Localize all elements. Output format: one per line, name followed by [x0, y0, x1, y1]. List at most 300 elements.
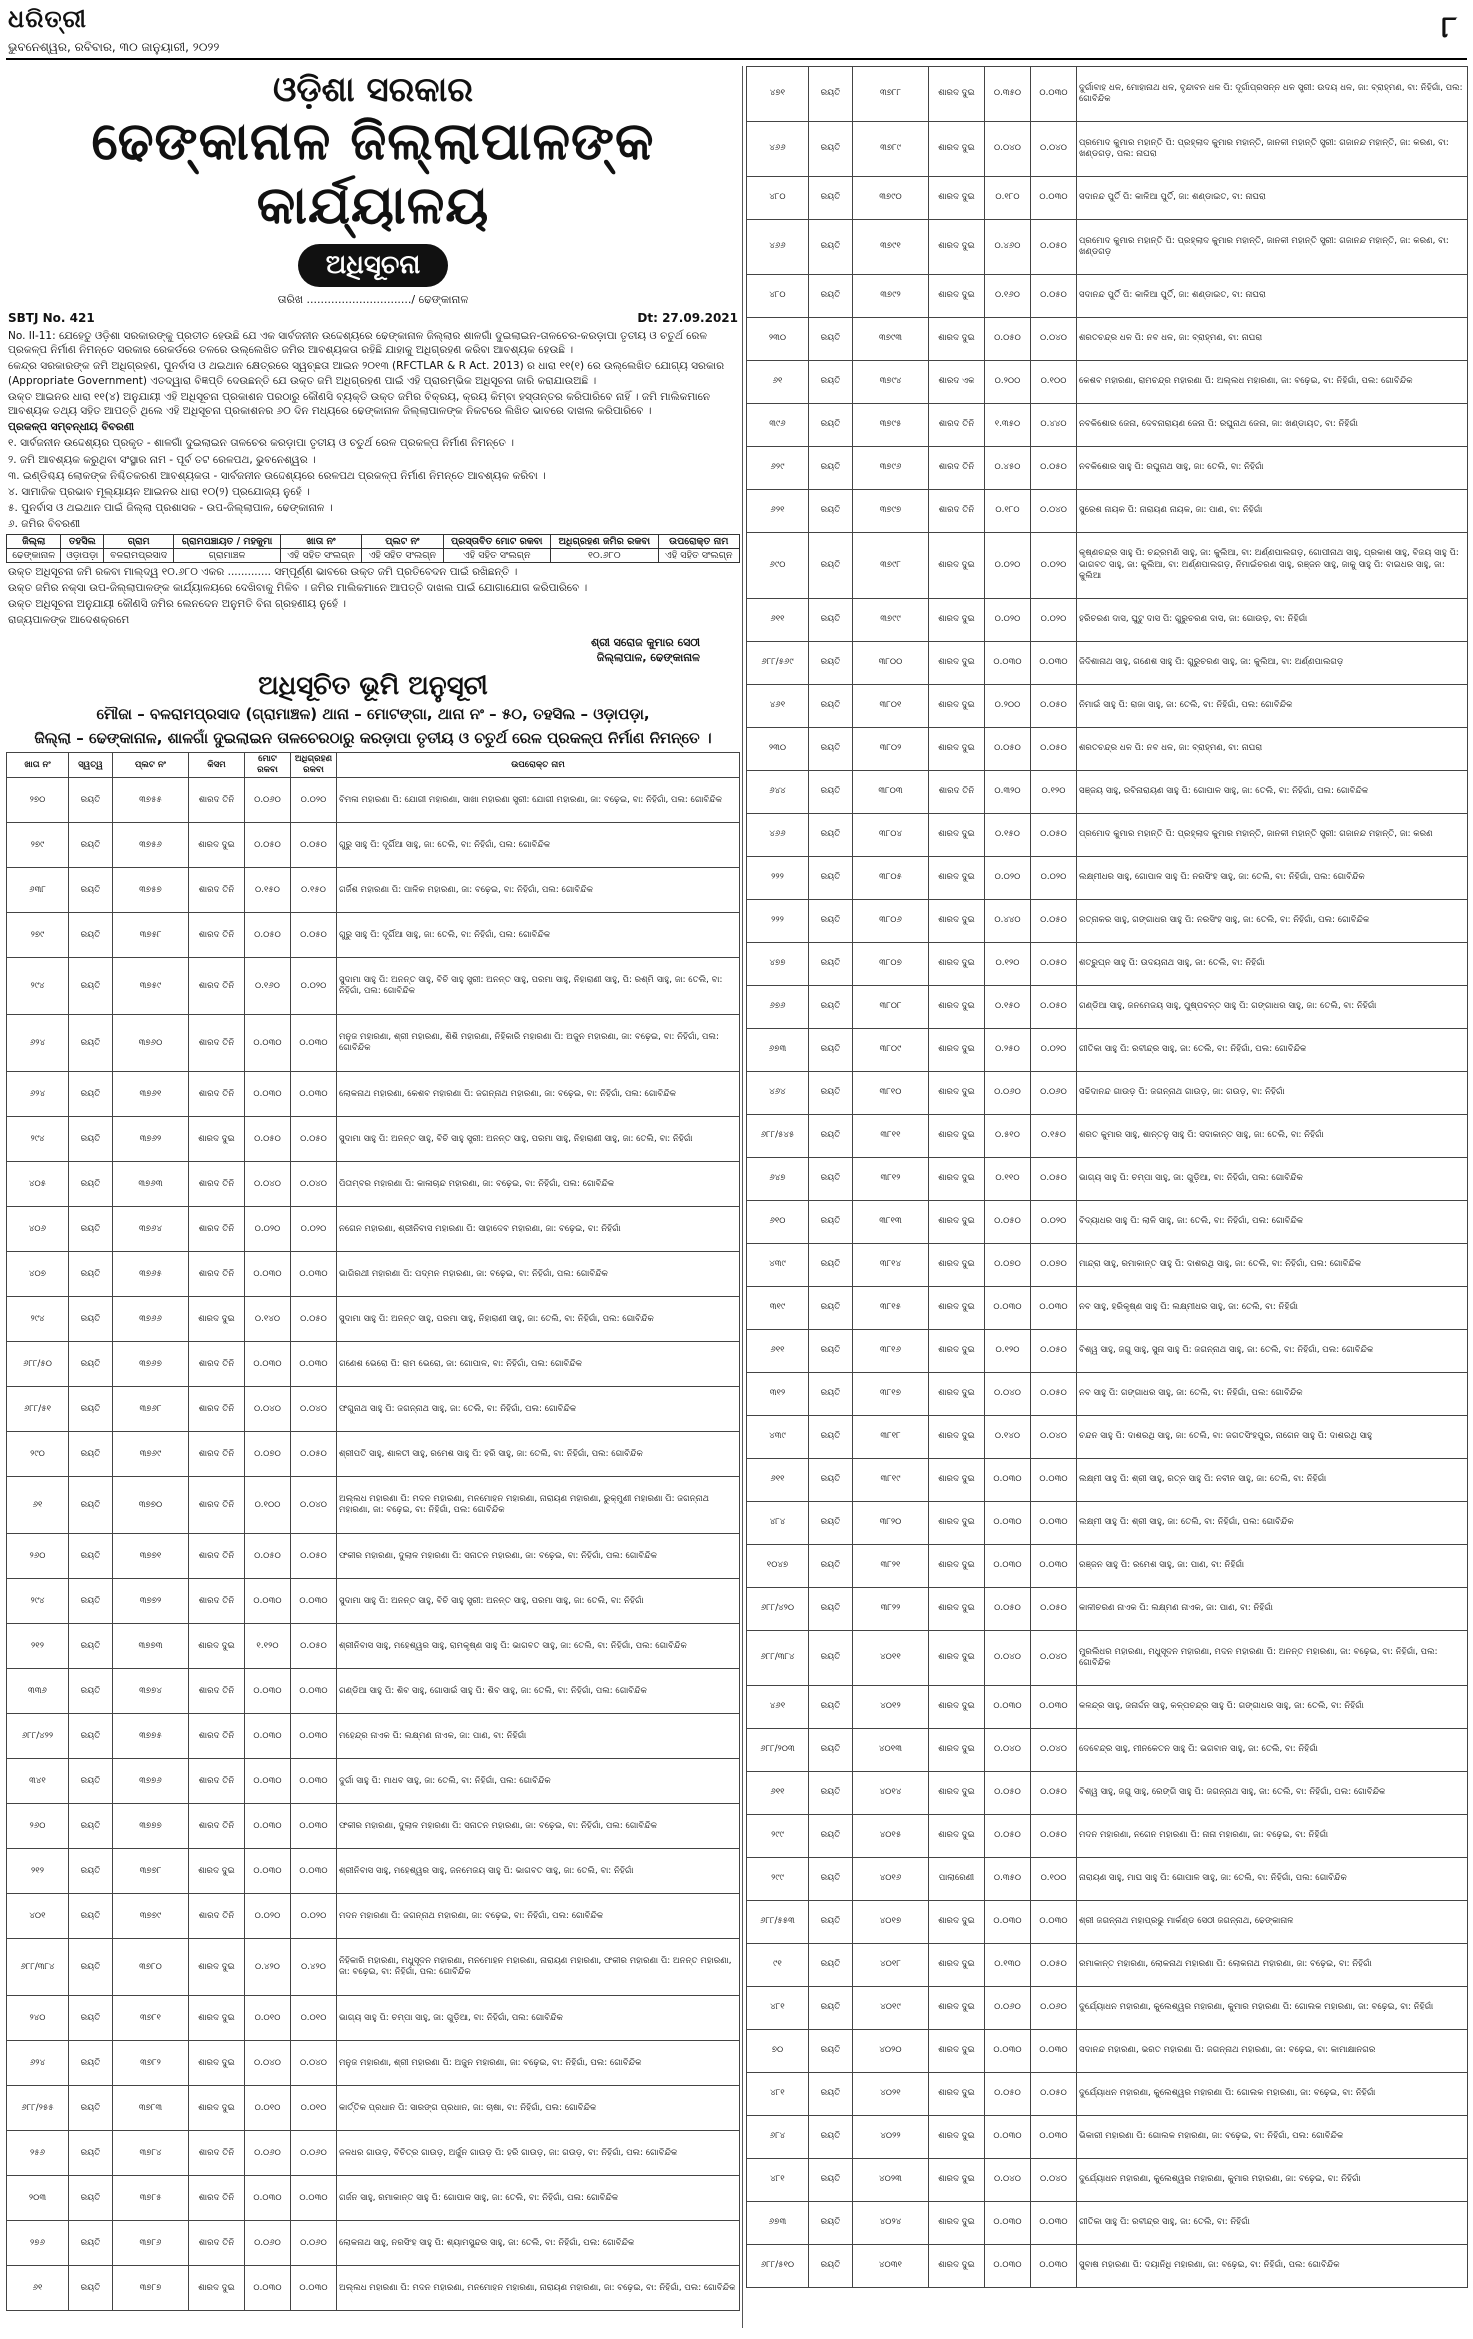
summary-header-cell: ଖାତା ନଂ: [280, 534, 361, 548]
table-cell: ରୟତି: [809, 642, 853, 685]
dateline: ଭୁବନେଶ୍ୱର, ରବିବାର, ୩୦ ଜାନୁୟାରୀ, ୨୦୨୨: [8, 40, 220, 54]
table-cell: ୦.୦୩୦: [985, 1502, 1031, 1545]
table-cell: ୪୦୧୪: [853, 1772, 929, 1815]
table-cell: ନବ ସାହୁ, ହରିକୃଷ୍ଣ ସାହୁ ପି: ଲକ୍ଷ୍ମୀଧର ସାହୁ, ଜା: ତେଲି, ବା: ନିହିଗାଁ: [1077, 1287, 1468, 1330]
table-cell: ଶାରଦ ତିନି: [189, 1669, 245, 1714]
table-cell: ୪୦୧୯: [853, 1987, 929, 2030]
table-cell: ରୟତି: [809, 361, 853, 404]
table-row: [7, 2266, 740, 2311]
table-cell: ୦.୧୨୦: [1031, 771, 1077, 814]
table-cell: ୦.୦୫୦: [1031, 728, 1077, 771]
table-row: [747, 814, 1468, 857]
table-cell: ୬୮୮/୫୧୦: [747, 2245, 809, 2288]
table-cell: ୪୬୬: [747, 122, 809, 177]
table-cell: ୦.୦୨୦: [245, 1894, 291, 1939]
table-row: [7, 1849, 740, 1894]
table-cell: ୦.୦୩୦: [985, 2245, 1031, 2288]
table-cell: ୦.୦୫୦: [1031, 986, 1077, 1029]
summary-cell: ଗ୍ରାମାଞ୍ଚଳ: [174, 548, 281, 562]
table-cell: କୃଷ୍ଣଚନ୍ଦ୍ର ସାହୁ ପି: ଚନ୍ଦ୍ରମଣି ସାହୁ, ଜା: କୁଲିଆ, ବା: ଅର୍ଣ୍ଣପାଲଗଡ଼, ଗୋପୀନାଥ ସାହୁ, ପ୍ରକାଶ ସାହୁ, ବିଜୟ ସାହୁ ପି: ଭାଗବତ ସାହୁ, ଜା: କୁଲିଆ, ବା: ଅର୍ଣ୍ଣପାଲଗଡ଼, ନିମାଇଁଚରଣ ସାହୁ, ରଞ୍ଜନ ସାହୁ, ଜାକୁ ସାହୁ ପି: ବାଇଧର ସାହୁ, ଜା: କୁଲିଆ: [1077, 533, 1468, 599]
table-row: [7, 1534, 740, 1579]
table-cell: ୦.୦୩୦: [291, 2266, 337, 2311]
table-row: [7, 1162, 740, 1207]
table-cell: ୪୦୨୩: [853, 2159, 929, 2202]
table-cell: ୦.୦୩୦: [291, 2176, 337, 2221]
table-cell: ଶାରଦ ଦୁଇ: [929, 1201, 985, 1244]
table-cell: ରତ୍ନାକର ସାହୁ, ଗଙ୍ଗାଧର ସାହୁ ପି: ନରସିଂହ ସାହୁ, ଜା: ତେଲି, ବା: ନିହିଗାଁ, ପଲ: ଗୋବିନ୍ଦିକ: [1077, 900, 1468, 943]
summary-cell: ବଳରାମପ୍ରସାଦ: [104, 548, 174, 562]
table-cell: ରୟତି: [809, 943, 853, 986]
table-cell: ରୟତି: [809, 2159, 853, 2202]
table-row: [747, 490, 1468, 533]
table-cell: ଶାରଦ ଦୁଇ: [929, 1901, 985, 1944]
table-cell: ସୁଦାମା ସାହୁ ପି: ଅନନ୍ତ ସାହୁ, ବିଚି ସାହୁ ସ୍ତ୍ରୀ: ଅନନ୍ତ ସାହୁ, ପରମା ସାହୁ, ଜା: ତେଲି, ବା: ନିହିଗାଁ: [337, 1579, 740, 1624]
table-cell: ଶାରଦ ତିନି: [189, 2131, 245, 2176]
table-row: [747, 1729, 1468, 1772]
table-cell: ୦.୧୫୦: [245, 868, 291, 913]
table-cell: ନାରାୟଣ ସାହୁ, ମାଘ ସାହୁ ପି: ଗୋପାଳ ସାହୁ, ଜା: ତେଲି, ବା: ନିହିଗାଁ, ପଲ: ଗୋବିନ୍ଦିକ: [1077, 1858, 1468, 1901]
table-cell: ଶାରଦ ଦୁଇ: [929, 2245, 985, 2288]
table-cell: ୦.୦୬୦: [1031, 1987, 1077, 2030]
table-cell: ୬୮୮/୪୨୨: [7, 1714, 69, 1759]
table-cell: ୬୧୧: [747, 1459, 809, 1502]
table-cell: ୨୯୯: [747, 1815, 809, 1858]
details-heading: ପ୍ରକଳ୍ପ ସମ୍ବନ୍ଧୀୟ ବିବରଣୀ: [8, 421, 134, 434]
table-cell: ୦.୦୩୦: [291, 1252, 337, 1297]
table-cell: ୬୧୦: [747, 1201, 809, 1244]
table-cell: ୦.୧୦୦: [1031, 1858, 1077, 1901]
table-row: [747, 1901, 1468, 1944]
table-cell: ୩୭୯୬: [853, 447, 929, 490]
table-cell: ଶାରଦ ଦୁଇ: [929, 1588, 985, 1631]
table-cell: ଶାରଦ ଦୁଇ: [929, 857, 985, 900]
left-column: [6, 66, 740, 2328]
table-cell: ଶାରଦ ଦୁଇ: [929, 1502, 985, 1545]
table-cell: ୩୭୭୩: [113, 1624, 189, 1669]
table-row: [747, 318, 1468, 361]
table-cell: ଶାରଦ ତିନି: [189, 1477, 245, 1534]
table-cell: ୪୬୧: [747, 1686, 809, 1729]
table-cell: ରୟତି: [69, 1939, 113, 1996]
table-cell: ଶାରଦ ଦୁଇ: [929, 1244, 985, 1287]
table-cell: ୬୨୪: [7, 1015, 69, 1072]
table-cell: ଶାରଦ ତିନି: [189, 1072, 245, 1117]
table-cell: ବିଦ୍ୟାଧର ସାହୁ ପି: ଲାଳି ସାହୁ, ଜା: ତେଲି, ବା: ନିହିଗାଁ, ପଲ: ଗୋବିନ୍ଦିକ: [1077, 1201, 1468, 1244]
table-cell: ୦.୦୬୦: [1031, 1072, 1077, 1115]
table-cell: ୦.୦୫୦: [985, 1201, 1031, 1244]
table-cell: ୪୦୧୨: [853, 1686, 929, 1729]
table-cell: ୩୭୭୪: [113, 1669, 189, 1714]
summary-cell: ଓଡ଼ାପଡ଼ା: [61, 548, 104, 562]
schedule-header-cell: ମୋଟ ରକବା: [245, 753, 291, 778]
table-cell: ୦.୪୨୦: [291, 1939, 337, 1996]
table-cell: ୦.୨୦୦: [985, 361, 1031, 404]
table-cell: ୩୭୬୮: [113, 1387, 189, 1432]
table-cell: ୩୮୨୦: [853, 1502, 929, 1545]
table-cell: ୦.୦୩୦: [985, 642, 1031, 685]
table-cell: ୪୦୧୬: [853, 1858, 929, 1901]
table-cell: ୦.୧୮୦: [985, 177, 1031, 220]
table-cell: ୪୦୨୨: [853, 2116, 929, 2159]
table-row: [747, 943, 1468, 986]
table-cell: ୦.୦୫୦: [1031, 814, 1077, 857]
table-cell: ଗର୍ଜନ ସାହୁ, ରମାକାନ୍ତ ସାହୁ ପି: ଗୋପାଳ ସାହୁ, ଜା: ତେଲି, ବା: ନିହିଗାଁ, ପଲ: ଗୋବିନ୍ଦିକ: [337, 2176, 740, 2221]
table-cell: ୩୮୨୧: [853, 1545, 929, 1588]
table-row: [7, 1579, 740, 1624]
table-cell: ଅଲ୍ଲଧ ମହାରଣା ପି: ମଦନ ମହାରଣା, ମନମୋହନ ମହାରଣା, ନାରାୟଣ ମହାରଣା, ଜା: ବଢ଼େଇ, ବା: ନିହିଗାଁ, ପଲ: ଗୋବିନ୍ଦିକ: [337, 2266, 740, 2311]
schedule-header-cell: ଉପରୋକ୍ତ ନାମ: [337, 753, 740, 778]
notice-paragraph: ଉକ୍ତ ଆଇନର ଧାରା ୧୧(୪) ଅନୁଯାୟୀ ଏହି ଅଧିସୂଚନା ପ୍ରକାଶନ ପରଠାରୁ କୌଣସି ବ୍ୟକ୍ତି ଉକ୍ତ ଜମିର ବିକ୍ରୟ, କ୍ରୟ କିମ୍ବା ହସ୍ତାନ୍ତର କରିପାରିବେ ନାହିଁ । ଜମି ମାଲିକମାନେ ଆବଶ୍ୟକ ତଥ୍ୟ ସହିତ ଆପତ୍ତି ଥିଲେ ଏହି ଅଧିସୂଚନା ପ୍ରକାଶନର ୬୦ ଦିନ ମଧ୍ୟରେ ଢେଙ୍କାନାଳ ଜିଲ୍ଲାପାଳଙ୍କ ନିକଟରେ ଲିଖିତ ଭାବରେ ଦାଖଲ କରିପାରିବେ ।: [8, 390, 711, 418]
table-cell: ୨୯୦: [7, 1432, 69, 1477]
table-cell: ରୟତି: [809, 1201, 853, 1244]
table-cell: ୦.୧୬୦: [245, 958, 291, 1015]
table-cell: ସୁଦାମା ସାହୁ ପି: ଅନନ୍ତ ସାହୁ, ବିଚି ସାହୁ ସ୍ତ୍ରୀ: ଅନନ୍ତ ସାହୁ, ପରମା ସାହୁ, ନିହାରାଣୀ ସାହୁ, ଜା: ତେଲି, ବା: ନିହିଗାଁ: [337, 1117, 740, 1162]
table-cell: ରୟତି: [809, 318, 853, 361]
table-cell: ୩୧୯: [747, 1287, 809, 1330]
table-cell: ନିହିକାରି ମହାରଣା, ମଧୁସୂଦନ ମହାରଣା, ମନମୋହନ ମହାରଣା, ନାରାୟଣ ମହାରଣା, ଫକୀର ମହାରଣା ପି: ଅନନ୍ତ ମହାରଣା, ଜା: ବଢ଼େଇ, ବା: ନିହିଗାଁ, ପଲ: ଗୋବିନ୍ଦିକ: [337, 1939, 740, 1996]
table-cell: ୩୮୨୨: [853, 1588, 929, 1631]
table-cell: ୦.୦୫୦: [1031, 1158, 1077, 1201]
table-cell: ଶାରଦ ଦୁଇ: [929, 2159, 985, 2202]
summary-header-cell: ଅଧିଗ୍ରହଣ ଜମିର ରକବା: [550, 534, 658, 548]
table-cell: ୩୮୧୪: [853, 1244, 929, 1287]
table-cell: ନବକିଶୋର ସାହୁ ପି: ରଘୁନାଥ ସାହୁ, ଜା: ତେଲି, ବା: ନିହିଗାଁ: [1077, 447, 1468, 490]
notice-paragraph: No. II-11: ଯେହେତୁ ଓଡ଼ିଶା ସରକାରଙ୍କୁ ପ୍ରତୀତ ହେଉଛି ଯେ ଏକ ସାର୍ବଜନୀନ ଉଦ୍ଦେଶ୍ୟରେ ଢେଙ୍କାନାଳ ଜିଲ୍ଲାର ଶାଳଗାଁ ଦୁଇଲାଇନ-ତାଳଚେର-କରଡ଼ାପା ତୃତୀୟ ଓ ଚତୁର୍ଥ ରେଳ ପ୍ରକଳ୍ପ ନିର୍ମାଣ ନିମନ୍ତେ ସରକାର ରେକର୍ଡରେ ତଳରେ ଉଲ୍ଲେଖିତ ଜମିର ଆବଶ୍ୟକତା ରହିଛି ଯାହାକୁ ଅଧିଗ୍ରହଣ କରିବା ଆବଶ୍ୟକ ହେଉଛି ।: [8, 330, 707, 357]
table-cell: ଶାରଦ ଦୁଇ: [929, 1459, 985, 1502]
table-cell: ୦.୦୫୦: [291, 823, 337, 868]
notice-date-line: ତାରିଖ ............................../ ଢେଙ୍କାନାଳ: [277, 293, 469, 306]
table-row: [7, 1804, 740, 1849]
table-cell: ଶାରଦ ଦୁଇ: [929, 642, 985, 685]
table-cell: ୦.୦୪୦: [985, 1373, 1031, 1416]
table-cell: ଶାରଦ ଦୁଇ: [929, 728, 985, 771]
table-cell: ୬୧୧: [747, 599, 809, 642]
table-cell: ୦.୦୪୦: [1031, 2159, 1077, 2202]
summary-header-cell: ଗ୍ରାମପଞ୍ଚାୟତ / ମହକୁମା: [174, 534, 281, 548]
table-cell: ୦.୦୭୦: [985, 1244, 1031, 1287]
table-cell: ୦.୩୫୦: [985, 67, 1031, 122]
table-cell: ରୟତି: [69, 2041, 113, 2086]
table-cell: ୪୬୪: [747, 1072, 809, 1115]
table-cell: ୦.୧୬୦: [985, 275, 1031, 318]
table-cell: ଗଣ୍ଡିଆ ସାହୁ, ଜନମେଜୟ ସାହୁ, ପୁଷ୍ପବନ୍ତ ସାହୁ ପି: ଗଙ୍ଗାଧର ସାହୁ, ଜା: ତେଲି, ବା: ନିହିଗାଁ: [1077, 986, 1468, 1029]
table-cell: ୩୭୫୫: [113, 778, 189, 823]
table-cell: ୬୧: [747, 361, 809, 404]
table-cell: ୩୮୦୦: [853, 642, 929, 685]
table-cell: ଗଣେଶ ଭେରୋ ପି: ରାମ ଭେରୋ, ଜା: ଗୋପାଳ, ବା: ନିହିଗାଁ, ପଲ: ଗୋବିନ୍ଦିକ: [337, 1342, 740, 1387]
table-cell: ୦.୦୩୦: [245, 1072, 291, 1117]
table-cell: ଶାରଦ ଦୁଇ: [929, 1287, 985, 1330]
table-row: [747, 220, 1468, 275]
table-cell: ୬୭୩: [747, 2202, 809, 2245]
table-cell: ୦.୪୫୦: [985, 447, 1031, 490]
table-row: [747, 2245, 1468, 2288]
table-cell: ରୟତି: [809, 1545, 853, 1588]
table-cell: ୩୭୬୫: [113, 1252, 189, 1297]
table-cell: ୦.୦୩୦: [985, 1686, 1031, 1729]
table-row: [747, 1330, 1468, 1373]
table-row: [747, 533, 1468, 599]
table-cell: ଶାରଦ ଏକ: [929, 361, 985, 404]
detail-item: ୬. ଜମିର ବିବରଣୀ: [8, 518, 81, 531]
table-cell: ୦.୦୪୦: [291, 1477, 337, 1534]
table-cell: ୩୭୯୦: [853, 177, 929, 220]
table-cell: ୧.୩୫୦: [985, 404, 1031, 447]
table-row: [747, 122, 1468, 177]
table-cell: ରୟତି: [809, 1815, 853, 1858]
table-cell: ୩୭୫୮: [113, 913, 189, 958]
table-cell: ୦.୦୪୦: [985, 122, 1031, 177]
table-cell: ରୟତି: [809, 1029, 853, 1072]
table-cell: ପିତାମ୍ବର ମହାରଣା ପି: କାଳାଚାନ୍ଦ ମହାରଣା, ଜା: ବଢ଼େଇ, ବା: ନିହିଗାଁ, ପଲ: ଗୋବିନ୍ଦିକ: [337, 1162, 740, 1207]
table-cell: ମନୁଜ ମହାରଣା, ଶ୍ରୀ ମହାରଣା ପି: ଅଜୁନ ମହାରଣା, ଜା: ବଢ଼େଇ, ବା: ନିହିଗାଁ, ପଲ: ଗୋବିନ୍ଦିକ: [337, 2041, 740, 2086]
table-cell: ରୟତି: [809, 67, 853, 122]
table-cell: ୦.୧୫୦: [985, 986, 1031, 1029]
table-cell: ୨୭୯: [7, 823, 69, 868]
table-cell: ୦.୦୫୦: [291, 1624, 337, 1669]
masthead-rule: [6, 58, 1467, 60]
table-cell: ୨୫୬: [7, 2131, 69, 2176]
table-row: [7, 823, 740, 868]
table-cell: ୪୬୧: [747, 685, 809, 728]
table-cell: ୦.୦୩୦: [1031, 642, 1077, 685]
table-cell: ୦.୩୨୦: [985, 771, 1031, 814]
detail-item: ୪. ସାମାଜିକ ପ୍ରଭାବ ମୂଲ୍ୟାୟନ ଆଇନର ଧାରା ୧୦(୨) ପ୍ରଯୋଜ୍ୟ ନୁହେଁ ।: [8, 486, 310, 499]
table-cell: ଶାରଦ ତିନି: [189, 1387, 245, 1432]
table-cell: ୨୩୦: [747, 728, 809, 771]
table-cell: ଶାରଦ ଦୁଇ: [189, 2266, 245, 2311]
table-cell: ରୟତି: [69, 1072, 113, 1117]
table-cell: ୩୭୬୩: [113, 1162, 189, 1207]
table-cell: ଶାରଦ ଦୁଇ: [189, 1624, 245, 1669]
table-cell: ରମାକାନ୍ତ ମହାରଣା, ଲୋକନାଥ ମହାରଣା ପି: ଲୋକନାଥ ମହାରଣା, ଜା: ବଢ଼େଇ, ବା: ନିହିଗାଁ: [1077, 1944, 1468, 1987]
table-row: [747, 1772, 1468, 1815]
table-cell: ରୟତି: [809, 220, 853, 275]
table-cell: ଦୁର୍ଗା ସାହୁ ପି: ମାଧବ ସାହୁ, ଜା: ତେଲି, ବା: ନିହିଗାଁ, ପଲ: ଗୋବିନ୍ଦିକ: [337, 1759, 740, 1804]
table-cell: ସଦାନନ୍ଦ ମହାରଣା, ଭରତ ମହାରଣା ପି: ଜଗନ୍ନାଥ ମହାରଣା, ଜା: ବଢ଼େଇ, ବା: କାମାକ୍ଷାନଗର: [1077, 2030, 1468, 2073]
table-cell: ୪୦୨୧: [853, 2073, 929, 2116]
table-cell: ଶାରଦ ଦୁଇ: [929, 599, 985, 642]
schedule-table-right: [746, 66, 1468, 2288]
table-cell: ରୟତି: [809, 1330, 853, 1373]
table-cell: କଳନ୍ଦ୍ର ସାହୁ, ଜନାର୍ଦ୍ଦନ ସାହୁ, କଳ୍ପଚନ୍ଦ୍ର ସାହୁ ପି: ଗଙ୍ଗାଧର ସାହୁ, ଜା: ତେଲି, ବା: ନିହିଗାଁ: [1077, 1686, 1468, 1729]
table-cell: ଗର୍ଜିଶ ମହାରଣା ପି: ପାଳିକ ମହାରଣା, ଜା: ବଢ଼େଇ, ବା: ନିହିଗାଁ, ପଲ: ଗୋବିନ୍ଦିକ: [337, 868, 740, 913]
schedule-header-cell: ପ୍ଲଟ ନଂ: [113, 753, 189, 778]
table-cell: ୩୭୬୧: [113, 1072, 189, 1117]
table-row: [747, 1588, 1468, 1631]
table-cell: ୦.୧୮୦: [985, 490, 1031, 533]
table-cell: ୦.୦୬୦: [291, 2131, 337, 2176]
table-cell: ୦.୦୪୦: [1031, 1729, 1077, 1772]
table-cell: ୪୮୦: [747, 275, 809, 318]
table-cell: ୦.୦୩୦: [291, 1342, 337, 1387]
table-cell: ଶାରଦ ତିନି: [189, 1759, 245, 1804]
table-cell: ୪୦୧: [7, 1894, 69, 1939]
table-row: [747, 2073, 1468, 2116]
table-cell: ୦.୦୪୦: [291, 1162, 337, 1207]
table-cell: ୦.୦୧୦: [291, 1996, 337, 2041]
table-cell: ନିମାଇଁ ସାହୁ ପି: ରାଜା ସାହୁ, ଜା: ତେଲି, ବା: ନିହିଗାଁ, ପଲ: ଗୋବିନ୍ଦିକ: [1077, 685, 1468, 728]
table-cell: ଶାରଦ ତିନି: [189, 1579, 245, 1624]
table-cell: ୦.୦୨୦: [291, 1894, 337, 1939]
table-cell: ୩୭୯୩: [853, 318, 929, 361]
table-cell: ୩୮୦୨: [853, 728, 929, 771]
table-cell: ଶାରଦ ଦୁଇ: [929, 986, 985, 1029]
table-cell: ଲୋକନାଥ ମହାରଣା, କେଶବ ମହାରଣା ପି: ଜଗନ୍ନାଥ ମହାରଣା, ଜା: ବଢ଼େଇ, ବା: ନିହିଗାଁ, ପଲ: ଗୋବିନ୍ଦିକ: [337, 1072, 740, 1117]
table-cell: ହରିଚରଣ ଦାସ, ଘୁଟୁ ଦାସ ପି: ଗୁରୁଚରଣ ଦାସ, ଜା: ଗୋଉଡ଼, ବା: ନିହିଗାଁ: [1077, 599, 1468, 642]
table-cell: ୩୭୯୯: [853, 599, 929, 642]
table-cell: ୦.୦୫୦: [985, 1588, 1031, 1631]
schedule-header-cell: ଖାତା ନଂ: [7, 753, 69, 778]
table-cell: ୦.୦୩୦: [291, 1714, 337, 1759]
table-cell: ଶାରଦ ଦୁଇ: [929, 67, 985, 122]
table-row: [747, 1631, 1468, 1686]
table-cell: ଜଳଧର ଗାଉଡ଼, ବିଚିତ୍ର ଗାଉଡ଼, ଅର୍ଜୁନ ଗାଉଡ଼ ପି: ହରି ଗାଉଡ଼, ଜା: ଗଉଡ଼, ବା: ନିହିଗାଁ, ପଲ: ଗୋବିନ୍ଦିକ: [337, 2131, 740, 2176]
table-cell: ରୟତି: [809, 2030, 853, 2073]
table-cell: ୩୮୧୬: [853, 1330, 929, 1373]
table-cell: ୦.୧୫୦: [1031, 1115, 1077, 1158]
table-row: [747, 2159, 1468, 2202]
table-row: [7, 2086, 740, 2131]
table-cell: ୬୭୬: [747, 986, 809, 1029]
table-cell: ୨୯୯: [747, 1858, 809, 1901]
table-cell: ରୟତି: [69, 1534, 113, 1579]
table-row: [747, 275, 1468, 318]
table-cell: ୦.୧୪୦: [245, 1297, 291, 1342]
table-cell: ରୟତି: [809, 122, 853, 177]
table-cell: ୦.୦୩୦: [245, 1015, 291, 1072]
table-cell: ୦.୦୫୦: [1031, 1330, 1077, 1373]
table-cell: ୩୭୭୭: [113, 1804, 189, 1849]
table-cell: ରୟତି: [809, 1459, 853, 1502]
right-column: [746, 66, 1468, 2328]
table-cell: ୦.୦୪୦: [291, 1387, 337, 1432]
table-cell: ରୟତି: [809, 2116, 853, 2159]
table-cell: ୭୦: [747, 2030, 809, 2073]
table-cell: ରୟତି: [809, 1588, 853, 1631]
table-cell: ୨୩୦: [747, 318, 809, 361]
table-cell: ରୟତି: [69, 1579, 113, 1624]
table-cell: ସୁରେଶ ନାୟକ ପି: ନାରାୟଣ ନାୟକ, ଜା: ପାଣ, ବା: ନିହିଗାଁ: [1077, 490, 1468, 533]
table-cell: ଶାରଦ ଦୁଇ: [189, 1297, 245, 1342]
table-cell: ରୟତି: [809, 275, 853, 318]
table-cell: ଭାଗ୍ୟ ସାହୁ ପି: ଚମ୍ପା ସାହୁ, ଜା: ଗୁଡ଼ିଆ, ବା: ନିହିଗାଁ, ପଲ: ଗୋବିନ୍ଦିକ: [1077, 1158, 1468, 1201]
table-cell: ୪୦୫: [7, 1162, 69, 1207]
table-cell: ୩୭୭୦: [113, 1477, 189, 1534]
table-cell: ଶାରଦ ତିନି: [189, 868, 245, 913]
summary-cell: ୧୦.୬୮୦: [550, 548, 658, 562]
table-cell: ୦.୦୩୦: [245, 1579, 291, 1624]
table-row: [7, 1714, 740, 1759]
table-cell: ରୟତି: [69, 2221, 113, 2266]
table-cell: ରୟତି: [69, 1996, 113, 2041]
table-row: [7, 913, 740, 958]
table-cell: ଶାରଦ ଦୁଇ: [929, 943, 985, 986]
table-row: [747, 1858, 1468, 1901]
table-cell: ଶାରଦ ଦୁଇ: [929, 1944, 985, 1987]
table-row: [747, 1944, 1468, 1987]
table-cell: ୦.୦୩୦: [245, 1804, 291, 1849]
table-row: [747, 1545, 1468, 1588]
table-cell: ରୟତି: [809, 814, 853, 857]
table-cell: ରୟତି: [809, 1373, 853, 1416]
table-cell: ୦.୧୩୦: [985, 1944, 1031, 1987]
table-cell: ୦.୦୫୦: [291, 913, 337, 958]
table-cell: ରୟତି: [69, 1207, 113, 1252]
table-cell: ୩୭୯୫: [853, 404, 929, 447]
table-cell: ୦.୦୩୦: [245, 2266, 291, 2311]
table-cell: ୦.୦୬୦: [985, 1072, 1031, 1115]
table-cell: ନଗେନ ମହାରଣା, ଶ୍ରୀନିବାସ ମହାରଣା ପି: ସାହାଦେବ ମହାରଣା, ଜା: ବଢ଼େଇ, ବା: ନିହିଗାଁ: [337, 1207, 740, 1252]
table-cell: ଶରତ କୁମାର ସାହୁ, ଶାନ୍ତନୁ ସାହୁ ପି: ସଦାକାନ୍ତ ସାହୁ, ଜା: ତେଲି, ବା: ନିହିଗାଁ: [1077, 1115, 1468, 1158]
table-cell: ଭାଗିରଥୀ ମହାରଣା ପି: ପଦ୍ମନ ମହାରଣା, ଜା: ବଢ଼େଇ, ବା: ନିହିଗାଁ, ପଲ: ଗୋବିନ୍ଦିକ: [337, 1252, 740, 1297]
table-cell: ୨୧୨: [7, 1624, 69, 1669]
table-cell: ୩୪୧: [7, 1759, 69, 1804]
table-cell: ପ୍ରମୋଦ କୁମାର ମହାନ୍ତି ପି: ପ୍ରହ୍ଲାଦ କୁମାର ମହାନ୍ତି, ଜାନକୀ ମହାନ୍ତି ସ୍ତ୍ରୀ: ଗଜାନନ୍ଦ ମହାନ୍ତି, ଜା: କରଣ: [1077, 814, 1468, 857]
table-cell: ୩୮୧୨: [853, 1158, 929, 1201]
schedule-subtitle: ଜିଲ୍ଲା – ଢେଙ୍କାନାଳ, ଶାଳଗାଁ ଦୁଇଲାଇନ ତାଳଚେରଠାରୁ କରଡ଼ାପା ତୃତୀୟ ଓ ଚତୁର୍ଥ ରେଳ ପ୍ରକଳ୍ପ ନିର୍ମାଣ ନିମନ୍ତେ ।: [34, 729, 712, 748]
table-cell: ୩୭୮୭: [113, 2266, 189, 2311]
table-cell: ଶ୍ରୀନିବାସ ସାହୁ, ମହେଶ୍ୱର ସାହୁ, ଜନମେଜୟ ସାହୁ ପି: ଭାଗବତ ସାହୁ, ଜା: ତେଲି, ବା: ନିହିଗାଁ: [337, 1849, 740, 1894]
table-cell: ୬୧: [7, 1477, 69, 1534]
table-cell: ରୟତି: [69, 2176, 113, 2221]
table-cell: ଗୁରୁ ସାହୁ ପି: ଦୂର୍ଗିଆ ସାହୁ, ଜା: ତେଲି, ବା: ନିହିଗାଁ, ପଲ: ଗୋବିନ୍ଦିକ: [337, 823, 740, 868]
table-row: [7, 1939, 740, 1996]
table-cell: ୪୦୨୪: [853, 2202, 929, 2245]
closing-paragraph: ରାଜ୍ୟପାଳଙ୍କ ଆଦେଶକ୍ରମେ: [8, 614, 130, 627]
table-cell: ୦.୦୪୦: [291, 2041, 337, 2086]
table-cell: ୦.୧୨୦: [985, 943, 1031, 986]
table-cell: ୦.୦୪୦: [985, 2159, 1031, 2202]
summary-cell: ଏହି ସହିତ ସଂଲଗ୍ନ: [443, 548, 550, 562]
table-cell: ୩୮୧୭: [853, 1373, 929, 1416]
table-row: [747, 1686, 1468, 1729]
table-cell: ୦.୦୩୦: [1031, 67, 1077, 122]
table-cell: ୨୨୨: [747, 900, 809, 943]
table-cell: ୦.୦୫୦: [245, 823, 291, 868]
table-cell: ରୟତି: [69, 1714, 113, 1759]
table-cell: ୩୭୬୪: [113, 1207, 189, 1252]
table-row: [7, 1387, 740, 1432]
table-cell: ୨୯୪: [7, 1297, 69, 1342]
closing-paragraph: ଉକ୍ତ ଅଧିସୂଚନା ଜମି ରକବା ମାଲ୍ଦ୍ୱ ୧୦.୬୮୦ ଏକର ............. ସମ୍ପୂର୍ଣ୍ଣ ଭାବରେ ଉକ୍ତ ଜମି ପ୍ରତିବେଦନ ପାଇଁ ରଖିଛନ୍ତି ।: [8, 565, 518, 578]
table-cell: ଶାରଦ ତିନି: [189, 1015, 245, 1072]
table-cell: ରୟତି: [809, 1901, 853, 1944]
table-cell: ୬୨୧: [747, 490, 809, 533]
table-cell: ୪୦୨୦: [853, 2030, 929, 2073]
table-cell: ମାନ୍ଦ୍ରା ସାହୁ, ରମାକାନ୍ତ ସାହୁ ପି: ଦାଶରଥି ସାହୁ, ଜା: ତେଲି, ବା: ନିହିଗାଁ, ପଲ: ଗୋବିନ୍ଦିକ: [1077, 1244, 1468, 1287]
table-cell: ୦.୦୩୦: [245, 1669, 291, 1714]
table-cell: ୬୧: [7, 2266, 69, 2311]
schedule-table-left: [6, 752, 740, 2311]
table-cell: ୦.୦୩୦: [1031, 1502, 1077, 1545]
table-cell: ୩୮୧୯: [853, 1459, 929, 1502]
table-cell: ଶାରଦ ଦୁଇ: [929, 900, 985, 943]
table-row: [747, 404, 1468, 447]
table-cell: ୦.୦୨୦: [985, 599, 1031, 642]
table-cell: ୦.୦୫୦: [985, 318, 1031, 361]
notice-paragraph: କେନ୍ଦ୍ର ସରକାରଙ୍କ ଜମି ଅଧିଗ୍ରହଣ, ପୁନର୍ବାସ ଓ ଥଇଥାନ କ୍ଷେତ୍ରରେ ସ୍ୱଚ୍ଛତା ଆଇନ ୨୦୧୩ (RFCTLAR & R Act. 2013) ର ଧାରା ୧୧(୧) ରେ ଉଲ୍ଲେଖିତ ଯୋଗ୍ୟ ସରକାର (Appropriate Government) ଏତଦ୍ୱାରା ବିଜ୍ଞପ୍ତି ଦେଉଛନ୍ତି ଯେ ଉକ୍ତ ଜମି ଅଧିଗ୍ରହଣ ପାଇଁ ଏହି ପ୍ରାରମ୍ଭିକ ଅଧିସୂଚନା ଜାରି କରାଯାଉଅଛି ।: [8, 360, 725, 387]
table-cell: ୩୮୦୭: [853, 943, 929, 986]
table-cell: ୦.୪୬୦: [985, 220, 1031, 275]
table-cell: ୦.୦୫୦: [1031, 1588, 1077, 1631]
table-cell: ୦.୦୫୦: [291, 1534, 337, 1579]
table-cell: ୦.୦୩୦: [245, 1759, 291, 1804]
table-cell: ଶାରଦ ଦୁଇ: [929, 177, 985, 220]
table-cell: ଗଣ୍ଡିଆ ସାହୁ ପି: ଶିବ ସାହୁ, ଗୋସାଇଁ ସାହୁ ପି: ଶିବ ସାହୁ, ଜା: ତେଲି, ବା: ନିହିଗାଁ, ପଲ: ଗୋବିନ୍ଦିକ: [337, 1669, 740, 1714]
table-cell: ୦.୦୨୦: [291, 958, 337, 1015]
table-cell: ୩୮୧୦: [853, 1072, 929, 1115]
